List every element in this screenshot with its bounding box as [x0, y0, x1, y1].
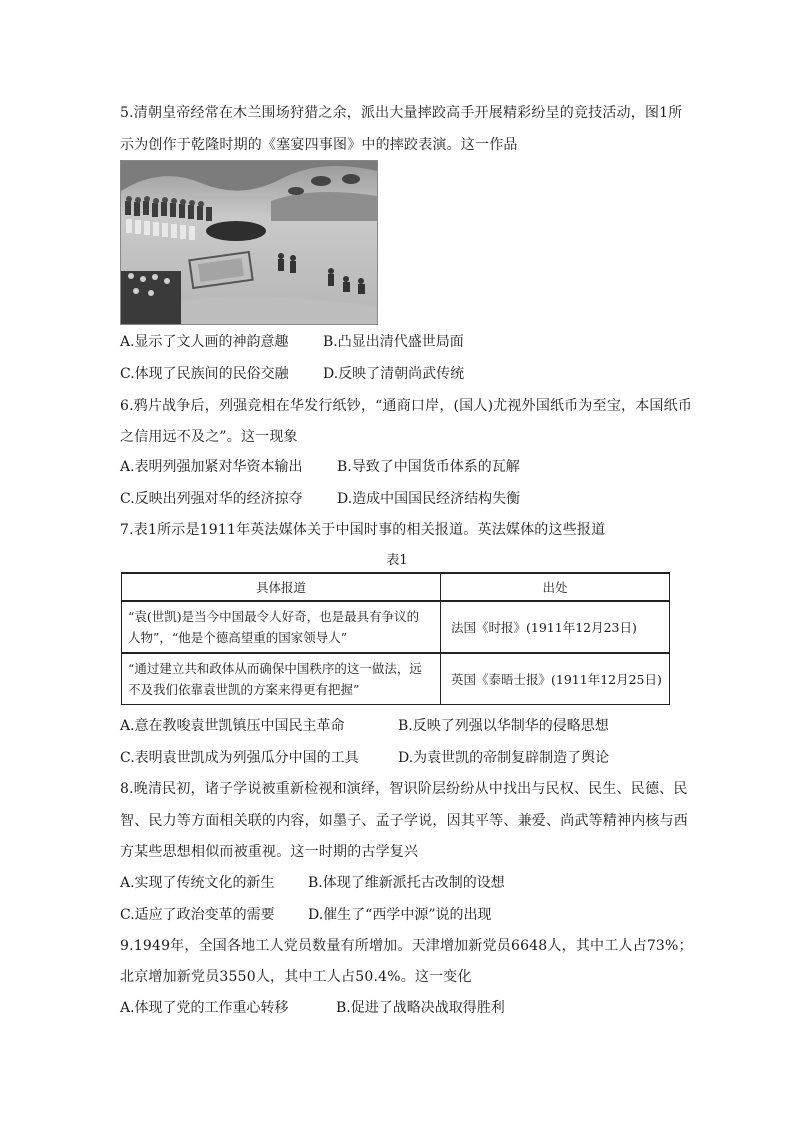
q5-option-b: B.凸显出清代盛世局面 — [323, 334, 464, 350]
q8-option-c: C.适应了政治变革的需要 — [120, 907, 275, 923]
q9-stem-line-1: 9.1949年，全国各地工人党员数量有所增加。天津增加新党员6648人，其中工人占73%； — [120, 938, 693, 954]
q5-option-c: C.体现了民族间的民俗交融 — [120, 366, 289, 382]
q6-option-c: C.反映出列强对华的经济掠夺 — [120, 491, 303, 507]
q7-option-d: D.为袁世凯的帝制复辟制造了舆论 — [398, 750, 610, 766]
q6-option-a: A.表明列强加紧对华资本输出 — [120, 459, 303, 475]
q8-option-a: A.实现了传统文化的新生 — [120, 875, 275, 891]
report-line: 不及我们依靠袁世凯的方案来得更有把握” — [128, 682, 360, 697]
painting-saiyan-sishi-tu — [120, 160, 378, 325]
table-cell-report — [122, 601, 441, 653]
table-header-source: 出处 — [441, 573, 670, 601]
report-line: 人物”，“他是个德高望重的国家领导人” — [128, 630, 348, 645]
q5-option-d: D.反映了清朝尚武传统 — [323, 366, 465, 382]
q6-stem-line-2: 之信用远不及之”。这一现象 — [120, 429, 298, 445]
q7-option-c: C.表明袁世凯成为列强瓜分中国的工具 — [120, 750, 359, 766]
table-caption: 表1 — [386, 553, 408, 568]
q5-stem-line-2: 示为创作于乾隆时期的《塞宴四事图》中的摔跤表演。这一作品 — [120, 137, 518, 153]
table-header-row — [122, 573, 670, 601]
q7-stem-line-1: 7.表1所示是1911年英法媒体关于中国时事的相关报道。英法媒体的这些报道 — [120, 522, 606, 538]
report-line: “袁(世凯)是当今中国最令人好奇，也是最具有争议的 — [128, 609, 420, 624]
q8-option-d: D.催生了“西学中源”说的出现 — [308, 907, 492, 923]
table-cell-report — [122, 653, 441, 705]
q7-option-a: A.意在教唆袁世凯镇压中国民主革命 — [120, 718, 345, 734]
table-cell-source: 法国《时报》(1911年12月23日) — [441, 601, 670, 653]
q6-stem-line-1: 6.鸦片战争后，列强竞相在华发行纸钞，“通商口岸，(国人)尤视外国纸币为至宝，本国纸币 — [120, 398, 693, 414]
q8-option-b: B.体现了维新派托古改制的设想 — [308, 875, 505, 891]
news-report-table — [121, 572, 670, 705]
q8-stem-line-1: 8.晚清民初，诸子学说被重新检视和演绎，智识阶层纷纷从中找出与民权、民生、民德、民 — [120, 781, 688, 797]
q8-stem-line-3: 方某些思想相似而被重视。这一时期的古学复兴 — [120, 844, 419, 860]
q9-option-b: B.促进了战略决战取得胜利 — [336, 1000, 505, 1016]
table-row — [122, 601, 670, 653]
table-header-report: 具体报道 — [122, 573, 441, 601]
report-line: “通过建立共和政体从而确保中国秩序的这一做法，远 — [128, 661, 422, 676]
q5-stem-line-1: 5.清朝皇帝经常在木兰围场狩猎之余，派出大量摔跤高手开展精彩纷呈的竞技活动，图1所 — [120, 105, 683, 121]
table-row — [122, 653, 670, 705]
q5-option-a: A.显示了文人画的神韵意趣 — [120, 334, 289, 350]
table-cell-source: 英国《泰晤士报》(1911年12月25日) — [441, 653, 670, 705]
q8-stem-line-2: 智、民力等方面相关联的内容，如墨子、孟子学说，因其平等、兼爱、尚武等精神内核与西 — [120, 813, 688, 829]
q9-stem-line-2: 北京增加新党员3550人，其中工人占50.4%。这一变化 — [120, 969, 472, 985]
q6-option-d: D.造成中国国民经济结构失衡 — [337, 491, 521, 507]
q6-option-b: B.导致了中国货币体系的瓦解 — [337, 459, 520, 475]
q9-option-a: A.体现了党的工作重心转移 — [120, 1000, 289, 1016]
q7-option-b: B.反映了列强以华制华的侵略思想 — [398, 718, 609, 734]
